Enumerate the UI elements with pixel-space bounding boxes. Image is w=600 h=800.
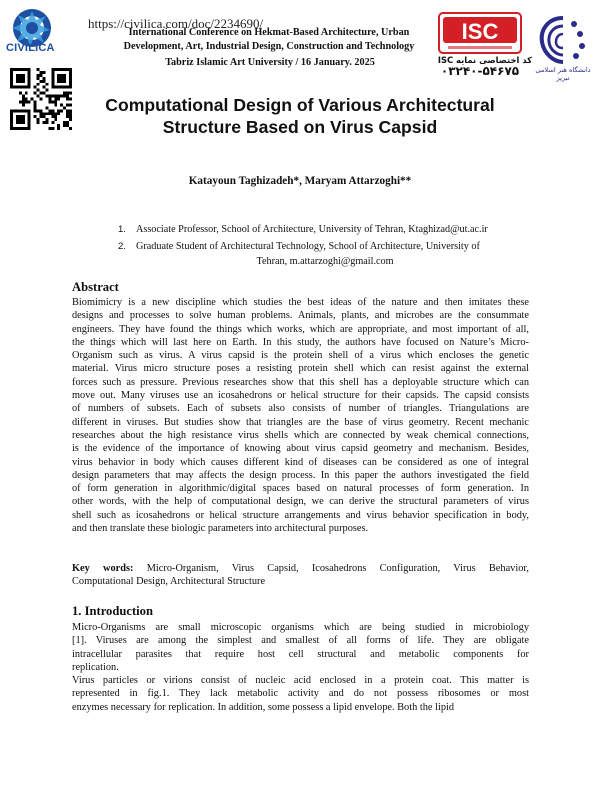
text-line: the things which will last here on Earth. In this study, the authors have focused on Nature’s Micro- bbox=[72, 336, 529, 348]
affiliation-number: 2. bbox=[118, 241, 126, 252]
text-line: design parameters that may affects the design process. In this paper the authors investigated the field bbox=[72, 469, 529, 481]
civilica-brand-text: CIVILICA bbox=[6, 42, 55, 54]
text-line: intracellular parasites that require host cell structural and metabolic components for bbox=[72, 648, 529, 660]
text-line: Virus particles or virions consist of nucleic acid enclosed in a protein coat. This matter is bbox=[72, 675, 529, 687]
text-line: virus behavior in body which causes different kind of diseases can be considered as one of integral bbox=[72, 456, 529, 468]
keywords-line bbox=[72, 562, 529, 575]
affiliation-list bbox=[114, 222, 534, 269]
isc-code-label: کد اختصاصی نمایه ISC bbox=[437, 55, 532, 65]
source-url[interactable]: https://civilica.com/doc/2234690/ bbox=[88, 16, 264, 31]
text-line: researches about the high resistance virus shells which are connected by weak chemical connections, bbox=[72, 429, 529, 441]
affiliation-text: Graduate Student of Architectural Technology, School of Architecture, University of bbox=[136, 241, 480, 252]
affiliation-item bbox=[114, 222, 534, 237]
text-line: engineers. They have found the things which works, which are appropriate, and most important of all, bbox=[72, 323, 529, 335]
introduction-heading: 1. Introduction bbox=[72, 604, 153, 618]
conference-line: International Conference on Hekmat-Based Architecture, Urban bbox=[128, 27, 410, 38]
text-line: different in viruses. But studies show that triangles are the base of virus geometry. Recent mechanic bbox=[72, 416, 529, 428]
abstract-heading: Abstract bbox=[72, 280, 119, 294]
text-line: material. Virus micro structure poses a resisting protein shell which can resist against the external bbox=[72, 363, 529, 375]
text-line: [1]. Viruses are among the simplest and smallest of all forms of life. They are obligate bbox=[72, 635, 529, 647]
keywords-line: Computational Design, Architectural Structure bbox=[72, 576, 266, 588]
text-line: designs and processes to solve human problems. Animals, plants, and microbes are the consummate bbox=[72, 310, 529, 322]
text-line: is the evidence of the importance of knowing about virus capsid geometry and mechanism. Besides, bbox=[72, 443, 529, 455]
text-line: forces such as pressure. Previous researches show that this shell has a deployable structure which can bbox=[72, 376, 529, 388]
keywords-text: Micro-Organism, Virus Capsid, Icosahedrons Configuration, Virus Behavior, bbox=[133, 563, 529, 574]
keywords bbox=[72, 562, 529, 589]
introduction-body bbox=[72, 621, 529, 714]
text-line: and then translate these biologic parameters into architectural purposes. bbox=[72, 523, 369, 535]
university-caption: دانشگاه هنر اسلامی تبریز bbox=[535, 66, 591, 82]
text-line: Micro-Organisms are small microscopic organisms which are being studied in microbiology bbox=[72, 622, 529, 633]
affiliation-text: Tehran, m.attarzoghi@gmail.com bbox=[256, 256, 394, 267]
abstract-body bbox=[72, 296, 529, 535]
affiliation-item bbox=[114, 239, 534, 269]
text-line: move out. Many viruses use an icosahedrons or helical structure for their capsids. The capsid consists bbox=[72, 390, 529, 402]
paper-title bbox=[60, 94, 540, 138]
affiliation-number: 1. bbox=[118, 224, 126, 235]
title-line: Computational Design of Various Architectural bbox=[105, 95, 495, 115]
text-line: enzymes necessary for replication. In addition, some possess a lipid envelope. Both the lipid bbox=[72, 701, 455, 713]
text-line: represented in fig.1. They lack metabolic activity and do not possess ribosomes or most bbox=[72, 688, 529, 700]
conference-date: Tabriz Islamic Art University / 16 January. 2025 bbox=[165, 57, 375, 68]
author-list: Katayoun Taghizadeh*, Maryam Attarzoghi** bbox=[188, 175, 412, 187]
affiliation-text: Associate Professor, School of Architecture, University of Tehran, Ktaghizad@ut.ac.ir bbox=[136, 224, 488, 235]
title-line: Structure Based on Virus Capsid bbox=[162, 117, 438, 137]
text-line: Biomimicry is a new discipline which studies the best ideas of the nature and then imitates these bbox=[72, 297, 529, 308]
text-line: of numbers of subsets. Each of subsets also consists of number of triangles. Triangulations are bbox=[72, 403, 529, 415]
isc-logo-text: ISC bbox=[461, 19, 499, 44]
text-line: of form generation in algorithmic/digital spaces based on natural processes of form generation. In bbox=[72, 483, 529, 495]
conference-line: Development, Art, Industrial Design, Construction and Technology bbox=[123, 41, 415, 52]
text-line: Organism such as virus. A virus capsid is the protein shell of a virus which encloses the genetic bbox=[72, 350, 529, 362]
isc-code-value: ۰۳۲۴۰-۵۴۶۷۵ bbox=[440, 64, 520, 78]
text-line: replication. bbox=[72, 661, 119, 673]
university-logo bbox=[532, 12, 594, 68]
keywords-label: Key words: bbox=[72, 563, 134, 574]
isc-logo bbox=[438, 12, 522, 54]
conference-name bbox=[104, 26, 434, 54]
text-line: other words, with the help of computational design, we can derive the structural parameters of virus bbox=[72, 496, 529, 508]
text-line: shell such as icosahedrons or helical structure arrangements and virus behavior specification in body, bbox=[72, 509, 529, 521]
